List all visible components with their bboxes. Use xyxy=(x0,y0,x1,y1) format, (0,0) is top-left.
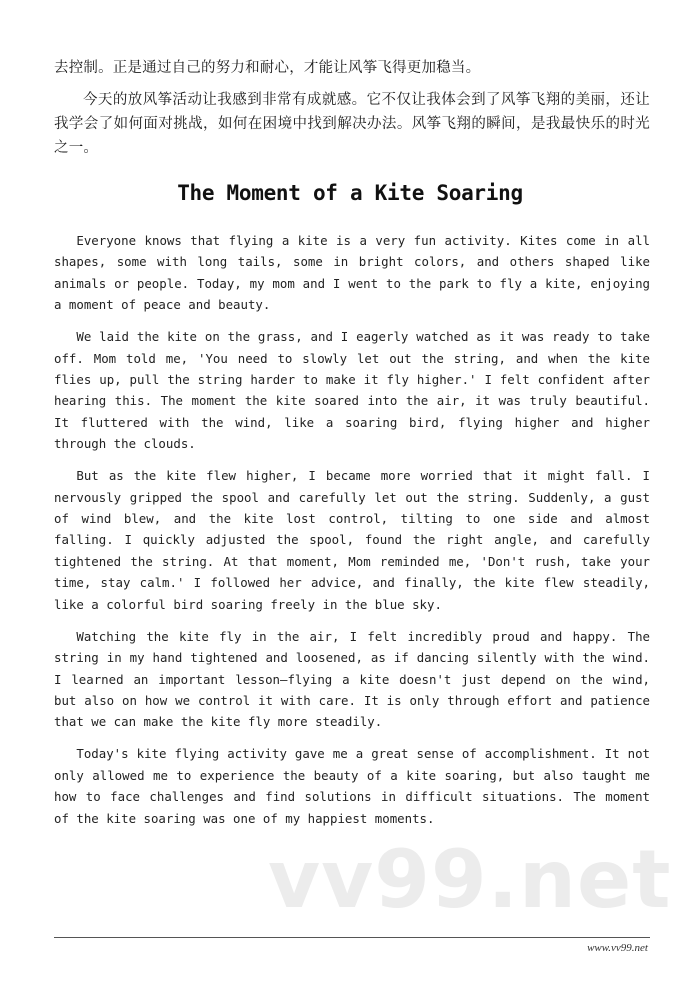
english-text-section xyxy=(54,230,650,840)
english-paragraph-3: But as the kite flew higher, I became more worried that it might fall. I nervously gripped the spool and carefully let out the string. Suddenly, a gust of wind blew, and the kite lost control, tilting to one side and almost falling. I quickly adjusted the spool, found the right angle, and carefully tightened the string. At that moment, Mom reminded me, 'Don't rush, take your time, stay calm.' I followed her advice, and finally, the kite flew steadily, like a colorful bird soaring freely in the blue sky. xyxy=(54,468,650,612)
site-watermark: vv99.net xyxy=(268,833,672,926)
english-paragraph-4: Watching the kite fly in the air, I felt incredibly proud and happy. The string in my hand tightened and loosened, as if dancing silently with the wind. I learned an important lesson—flying a kite doesn't just depend on the wind, but also on how we control it with care. It is only through effort and patience that we can make the kite fly more steadily. xyxy=(54,628,650,730)
essay-title: The Moment of a Kite Soaring xyxy=(177,181,523,205)
chinese-text-section xyxy=(54,56,650,168)
english-paragraph-1: Everyone knows that flying a kite is a very fun activity. Kites come in all shapes, some with long tails, some in bright colors, and others shaped like animals or people. Today, my mom and I went to the park to fly a kite, enjoying a moment of peace and beauty. xyxy=(54,233,650,313)
chinese-paragraph: 今天的放风筝活动让我感到非常有成就感。它不仅让我体会到了风筝飞翔的美丽，还让我学会了如何面对挑战，如何在困境中找到解决办法。风筝飞翔的瞬间，是我最快乐的时光之一。 xyxy=(54,92,650,156)
english-paragraph-5: Today's kite flying activity gave me a great sense of accomplishment. It not only allowed me to experience the beauty of a kite soaring, but also taught me how to face challenges and find solutions in difficult situations. The moment of the kite soaring was one of my happiest moments. xyxy=(54,746,650,826)
english-paragraph-2: We laid the kite on the grass, and I eagerly watched as it was ready to take off. Mom told me, 'You need to slowly let out the string, and when the kite flies up, pull the string harder to make it fly higher.' I felt confident after hearing this. The moment the kite soared into the air, it was truly beautiful. It fluttered with the wind, like a soaring bird, flying higher and higher through the clouds. xyxy=(54,329,650,452)
footer-url: www.vv99.net xyxy=(587,942,648,954)
chinese-paragraph-continuation: 去控制。正是通过自己的努力和耐心，才能让风筝飞得更加稳当。 xyxy=(54,60,481,76)
footer-divider xyxy=(54,937,650,938)
